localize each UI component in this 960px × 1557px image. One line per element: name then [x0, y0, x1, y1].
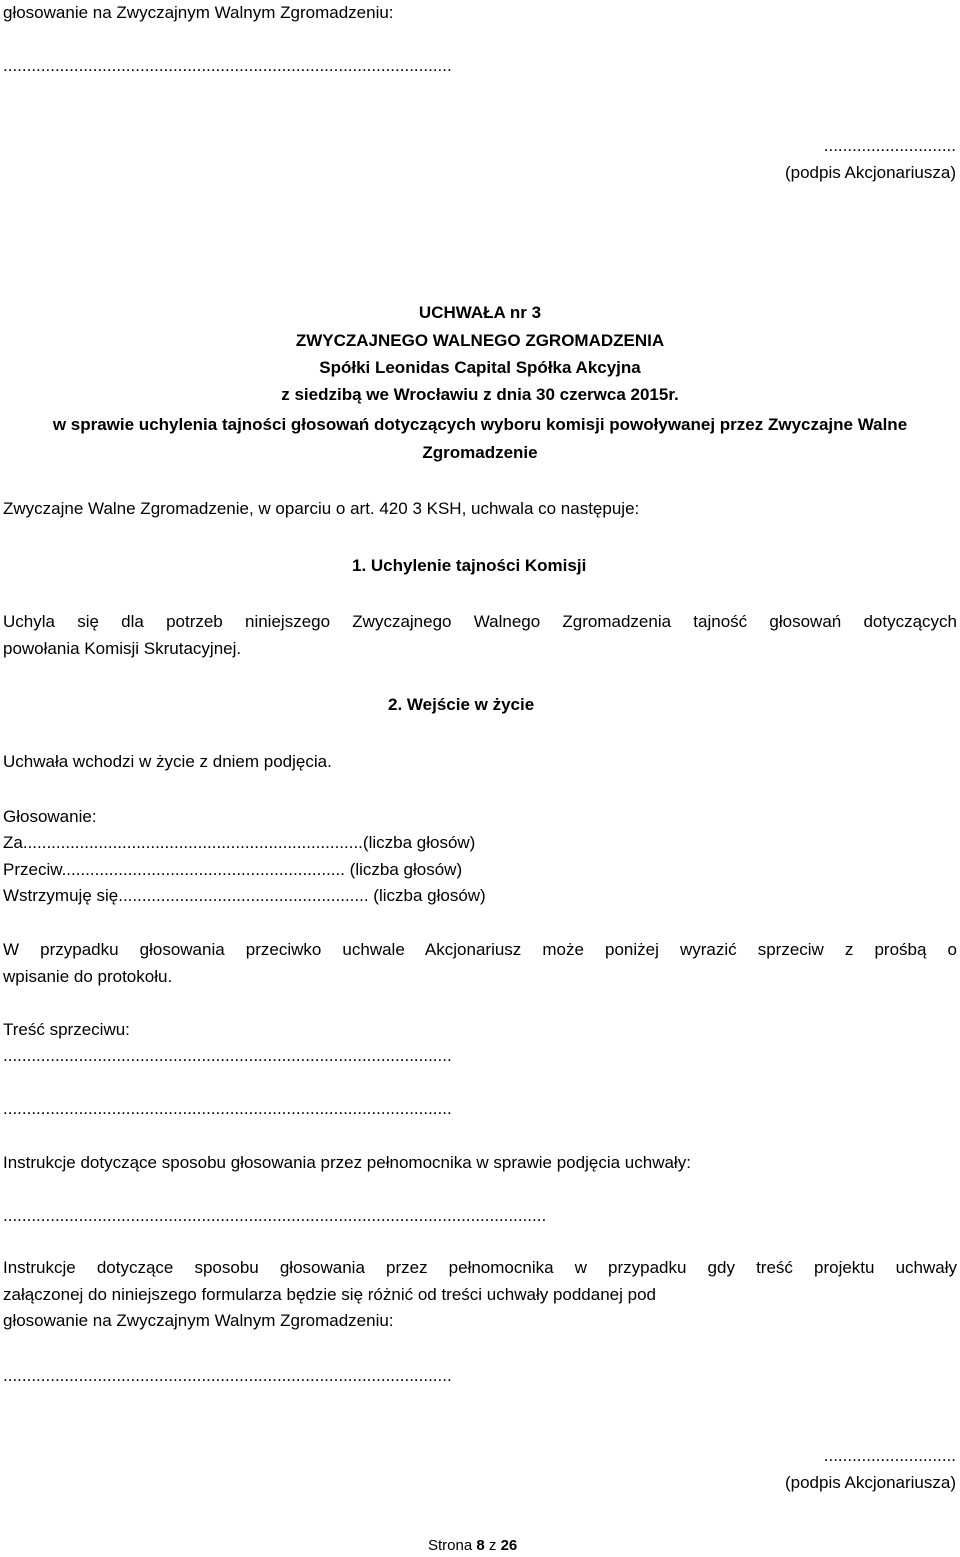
section1-text: Uchyla się dla potrzeb niniejszego Zwyczajnego Walnego Zgromadzenia tajność głosowań dotyczących [3, 612, 957, 631]
footer-separator: z [488, 1537, 497, 1554]
objection-label: Treść sprzeciwu: [3, 1020, 130, 1039]
instructions-dots-2: ............................................................................................... [3, 1366, 452, 1385]
objection-text: W przypadku głosowania przeciwko uchwale Akcjonariusz może poniżej wyrazić sprzeciw z prośbą o [3, 940, 957, 959]
instructions-line-2-end: głosowanie na Zwyczajnym Walnym Zgromadzeniu: [3, 1311, 394, 1330]
intro-line: głosowanie na Zwyczajnym Walnym Zgromadzeniu: [3, 3, 394, 22]
resolution-title: UCHWAŁA nr 3 [418, 303, 542, 322]
resolution-company: Spółki Leonidas Capital Spółka Akcyjna [319, 358, 641, 377]
footer-page-number: 8 [476, 1537, 485, 1554]
voting-label: Głosowanie: [3, 807, 97, 826]
legal-basis: Zwyczajne Walne Zgromadzenie, w oparciu o art. 420 3 KSH, uchwala co następuje: [3, 499, 640, 518]
instructions-dots-1: ................................................................................................................... [3, 1206, 547, 1225]
resolution-date: z siedzibą we Wrocławiu z dnia 30 czerwca 2015r. [281, 385, 679, 404]
objection-text-cont: wpisanie do protokołu. [3, 967, 173, 986]
footer-total-pages: 26 [500, 1537, 518, 1554]
vote-abstain: Wstrzymuję się..................................................... (liczba głosów) [3, 886, 486, 905]
signature-dots-right: ............................ [823, 136, 956, 155]
vote-against: Przeciw............................................................ (liczba głosów) [3, 860, 463, 879]
section1-text-cont: powołania Komisji Skrutacyjnej. [3, 639, 242, 658]
section2-text: Uchwała wchodzi w życie z dniem podjęcia. [3, 752, 332, 771]
resolution-subject: w sprawie uchylenia tajności głosowań dotyczących wyboru komisji powoływanej przez Zwyczajne Walne [52, 415, 908, 434]
resolution-subject-cont: Zgromadzenie [422, 443, 538, 462]
signature-dots-right-2: ............................ [823, 1446, 956, 1465]
signature-label: (podpis Akcjonariusza) [784, 163, 956, 182]
footer-prefix: Strona [428, 1537, 473, 1554]
signature-label-2: (podpis Akcjonariusza) [784, 1473, 956, 1492]
resolution-assembly: ZWYCZAJNEGO WALNEGO ZGROMADZENIA [295, 331, 665, 350]
objection-dots-2: ............................................................................................... [3, 1099, 452, 1118]
vote-for: Za........................................................................(liczba głosów) [3, 833, 476, 852]
instructions-line-2: Instrukcje dotyczące sposobu głosowania przez pełnomocnika w przypadku gdy treść projektu uchwały [3, 1258, 957, 1277]
instructions-line-1: Instrukcje dotyczące sposobu głosowania przez pełnomocnika w sprawie podjęcia uchwały: [3, 1153, 691, 1172]
objection-dots-1: ............................................................................................... [3, 1046, 452, 1065]
instructions-line-2-cont: załączonej do niniejszego formularza będzie się różnić od treści uchwały poddanej pod [3, 1285, 656, 1304]
section1-heading: 1. Uchylenie tajności Komisji [352, 556, 587, 575]
signature-dots-left: ............................................................................................... [3, 56, 452, 75]
section2-heading: 2. Wejście w życie [388, 695, 535, 714]
